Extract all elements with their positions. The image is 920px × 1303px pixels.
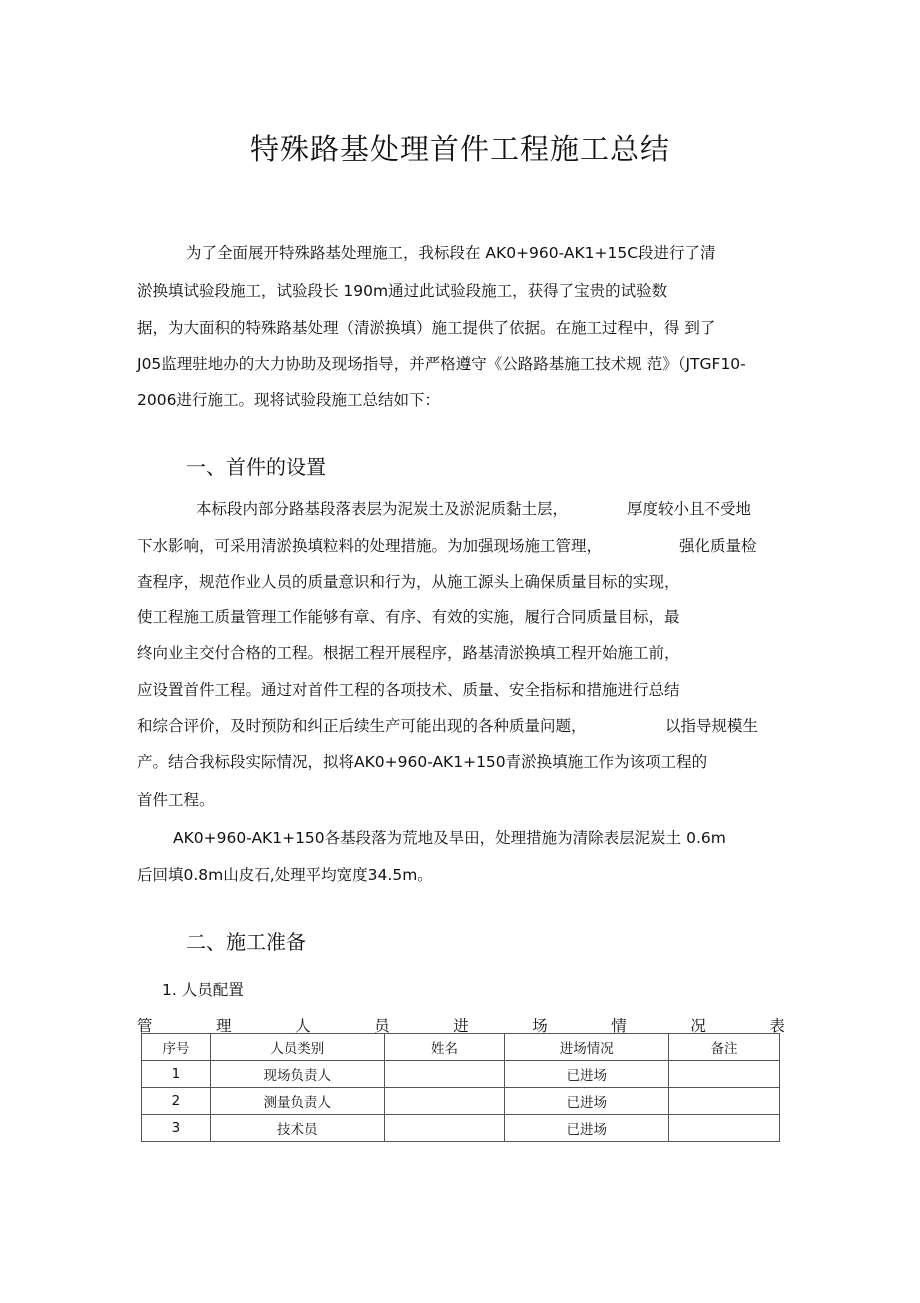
cell-status: 已进场 (505, 1115, 669, 1142)
paragraph-line: 查程序，规范作业人员的质量意识和行为，从施工源头上确保质量目标的实现， (137, 573, 680, 591)
caption-char: 理 (216, 1017, 232, 1035)
paragraph-line: 使工程施工质量管理工作能够有章、有序、有效的实施，履行合同质量目标，最 (137, 608, 680, 626)
paragraph-line: 应设置首件工程。通过对首件工程的各项技术、质量、安全指标和措施进行总结 (137, 681, 680, 699)
table-row (142, 1115, 780, 1142)
cell-name (384, 1088, 505, 1115)
table-header-row (142, 1034, 780, 1061)
cell-status: 已进场 (505, 1061, 669, 1088)
paragraph-line: 下水影响，可采用清淤换填粒料的处理措施。为加强现场施工管理， (137, 537, 603, 555)
section-heading-2: 二、施工准备 (186, 930, 306, 954)
cell-category: 现场负责人 (210, 1061, 384, 1088)
page-title: 特殊路基处理首件工程施工总结 (249, 132, 670, 166)
cell-remarks (669, 1088, 780, 1115)
caption-char: 管 (137, 1017, 153, 1035)
table-row (142, 1088, 780, 1115)
caption-char: 人 (295, 1017, 311, 1035)
subsection-heading: 1. 人员配置 (162, 981, 244, 999)
col-header-name: 姓名 (384, 1034, 505, 1061)
cell-index: 1 (142, 1061, 211, 1088)
paragraph-line: 终向业主交付合格的工程。根据工程开展程序，路基清淤换填工程开始施工前， (137, 644, 680, 662)
paragraph-line: 本标段内部分路基段落表层为泥炭土及淤泥质黏土层， (196, 500, 569, 518)
paragraph-line: 首件工程。 (137, 791, 215, 809)
cell-index: 3 (142, 1115, 211, 1142)
paragraph-line: 强化质量检 (679, 537, 757, 555)
paragraph-line: 后回填0.8m山皮石,处理平均宽度34.5m。 (137, 866, 433, 884)
section-heading-1: 一、首件的设置 (186, 455, 326, 479)
cell-name (384, 1115, 505, 1142)
intro-line: J05监理驻地办的大力协助及现场指导，并严格遵守《公路路基施工技术规 范》（JTGF10- (137, 355, 746, 373)
col-header-status: 进场情况 (505, 1034, 669, 1061)
cell-remarks (669, 1115, 780, 1142)
cell-index: 2 (142, 1088, 211, 1115)
paragraph-line: 和综合评价，及时预防和纠正后续生产可能出现的各种质量问题， (137, 717, 587, 735)
caption-char: 场 (532, 1017, 548, 1035)
caption-char: 况 (690, 1017, 706, 1035)
col-header-remarks: 备注 (669, 1034, 780, 1061)
col-header-category: 人员类别 (210, 1034, 384, 1061)
paragraph-line: AK0+960-AK1+150各基段落为荒地及旱田，处理措施为清除表层泥炭土 0.6m (173, 829, 726, 847)
intro-line: 2006进行施工。现将试验段施工总结如下： (137, 391, 440, 409)
cell-category: 测量负责人 (210, 1088, 384, 1115)
cell-status: 已进场 (505, 1088, 669, 1115)
caption-char: 员 (374, 1017, 390, 1035)
col-header-index: 序号 (142, 1034, 211, 1061)
paragraph-line: 厚度较小且不受地 (627, 500, 752, 518)
intro-line: 淤换填试验段施工，试验段长 190m通过此试验段施工，获得了宝贵的试验数 (137, 282, 668, 300)
caption-char: 表 (769, 1017, 785, 1035)
table-row (142, 1061, 780, 1088)
cell-category: 技术员 (210, 1115, 384, 1142)
intro-line: 为了全面展开特殊路基处理施工，我标段在 AK0+960-AK1+15C段进行了清 (186, 244, 716, 262)
caption-char: 情 (611, 1017, 627, 1035)
paragraph-line: 产。结合我标段实际情况，拟将AK0+960-AK1+150青淤换填施工作为该项工程的 (137, 753, 708, 771)
paragraph-line: 以指导规模生 (665, 717, 759, 735)
cell-remarks (669, 1061, 780, 1088)
staff-table (141, 1033, 780, 1142)
intro-line: 据，为大面积的特殊路基处理（清淤换填）施工提供了依据。在施工过程中，得 到了 (137, 319, 716, 337)
caption-char: 进 (453, 1017, 469, 1035)
cell-name (384, 1061, 505, 1088)
